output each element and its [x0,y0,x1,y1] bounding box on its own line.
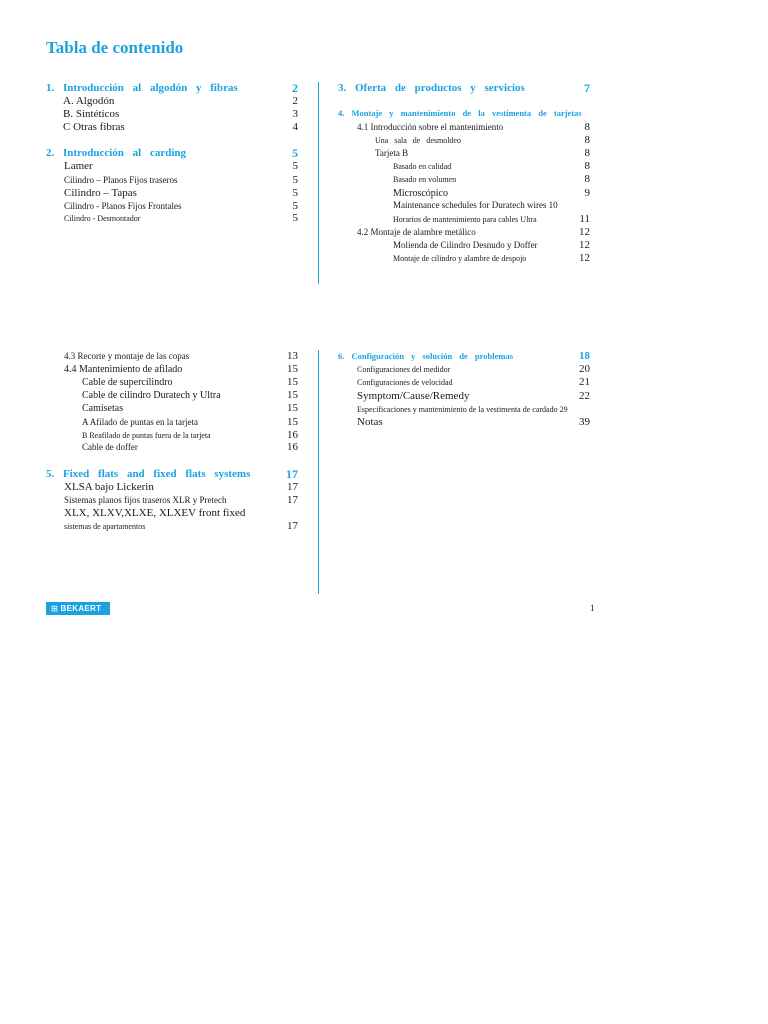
toc-entry-page: 17 [287,494,298,506]
toc-entry[interactable] [46,160,298,173]
toc-entry-title: Tarjeta B [375,148,409,158]
toc-entry-page: 12 [579,226,590,238]
toc-entry-page: 17 [287,481,298,493]
toc-entry-page: 5 [292,200,298,212]
toc-entry-title: Lamer [64,160,93,172]
toc-entry-page: 16 [287,429,298,441]
toc-entry[interactable] [46,212,298,225]
toc-entry-page: 5 [292,146,298,160]
toc-entry-title: XLSA bajo Lickerin [64,481,154,493]
bekaert-logo: ⊞ BEKAERT [46,602,110,615]
toc-entry-page: 5 [292,212,298,224]
toc-entry-title: Cilindro – Tapas [64,187,137,199]
toc-entry[interactable] [338,121,590,134]
toc-entry[interactable] [46,481,298,494]
toc-entry-title: 4.3 Recorte y montaje de las copas [64,351,190,361]
toc-entry-title: Montaje de cilindro y alambre de despojo [393,254,527,263]
toc-entry-title: B Reafilado de puntas fuera de la tarjeta [82,431,211,440]
toc-entry-title: Basado en calidad [393,162,452,171]
toc-entry-title: 6. Configuración y solución de problemas [338,351,514,361]
toc-entry[interactable] [46,389,298,402]
toc-section-heading[interactable] [338,82,590,95]
toc-entry-title: Cilindro – Planos Fijos traseros [64,175,178,185]
toc-entry-page: 16 [287,441,298,453]
toc-entry-page: 12 [579,252,590,264]
toc-entry[interactable] [46,441,298,454]
toc-entry-title: 4.1 Introducción sobre el mantenimiento [357,122,504,132]
toc-entry[interactable] [46,121,298,134]
toc-entry-title: Una sala de desmoldeo [375,136,461,145]
toc-entry-title: Horarios de mantenimiento para cables Ultra [393,215,537,224]
toc-entry-page: 3 [292,108,298,120]
toc-entry[interactable] [338,134,590,147]
toc-entry-title: Notas [357,416,383,428]
toc-entry[interactable] [46,363,298,376]
toc-entry-title: Cable de doffer [82,442,138,452]
toc-entry-title: Especificaciones y mantenimiento de la vestimenta de cardado 29 [357,405,568,414]
toc-entry-page: 39 [579,416,590,428]
toc-entry-title: 2. Introducción al carding [46,147,187,159]
toc-entry-title: XLX, XLXV,XLXE, XLXEV front fixed [64,507,246,519]
toc-entry[interactable] [338,390,590,403]
toc-entry-title: C Otras fibras [63,121,125,133]
toc-entry[interactable] [338,173,590,186]
toc-entry-page: 22 [579,390,590,402]
toc-entry-title: Basado en volumen [393,175,457,184]
toc-entry-page: 12 [579,239,590,251]
toc-entry-page: 18 [579,350,590,362]
column-divider-bottom [318,350,319,594]
toc-entry-page: 13 [287,350,298,362]
page-title: Tabla de contenido [46,38,184,57]
toc-entry[interactable] [46,174,298,187]
toc-entry-page: 4 [292,121,298,133]
toc-entry-page: 9 [584,187,590,199]
toc-section-heading[interactable] [46,468,298,481]
toc-entry[interactable] [338,147,590,160]
toc-entry-page: 5 [292,174,298,186]
toc-entry[interactable] [46,520,298,533]
toc-entry-page: 2 [292,95,298,107]
toc-entry-page: 15 [287,363,298,375]
toc-entry-page: 15 [287,376,298,388]
toc-entry-page: 7 [584,81,590,95]
page-number: 1 [590,603,595,613]
toc-entry-title: A. Algodón [63,95,115,107]
toc-section-heading[interactable] [338,107,590,120]
toc-entry[interactable] [338,252,590,265]
toc-entry-page: 5 [292,160,298,172]
toc-section-heading[interactable] [46,147,298,160]
toc-entry-title: Cilindro - Planos Fijos Frontales [64,201,182,211]
toc-entry-page: 11 [579,213,590,225]
toc-entry-title: 4. Montaje y mantenimiento de la vestimenta de tarjetas [338,108,582,118]
toc-entry[interactable] [46,416,298,429]
toc-entry-page: 8 [584,134,590,146]
toc-entry-page: 8 [584,173,590,185]
toc-entry[interactable] [46,187,298,200]
toc-entry-title: Microscópico [393,188,448,199]
toc-entry-title: Sistemas planos fijos traseros XLR y Pretech [64,495,227,505]
toc-entry[interactable] [338,213,590,226]
toc-entry[interactable] [46,402,298,415]
toc-entry-title: Configuraciones de velocidad [357,378,453,387]
toc-entry-title: 4.4 Mantenimiento de afilado [64,364,183,375]
toc-entry-title: 1. Introducción al algodón y fibras [46,82,238,94]
toc-entry[interactable] [338,199,590,212]
toc-entry-title: 3. Oferta de productos y servicios [338,82,525,94]
toc-entry-title: Symptom/Cause/Remedy [357,390,470,402]
toc-entry-page: 17 [287,520,298,532]
toc-entry-page: 8 [584,147,590,159]
toc-entry[interactable] [46,507,298,520]
toc-entry-title: Cilindro - Desmontador [64,214,141,223]
toc-entry-page: 20 [579,363,590,375]
toc-entry[interactable] [46,350,298,363]
toc-entry-title: Cable de supercilindro [82,377,173,388]
toc-entry-title: 5. Fixed flats and fixed flats systems [46,468,251,480]
toc-entry[interactable] [338,416,590,429]
toc-entry-title: A Afilado de puntas en la tarjeta [82,417,198,427]
toc-entry-page: 21 [579,376,590,388]
column-divider-top [318,82,319,284]
toc-section-heading[interactable] [338,350,590,363]
toc-entry-title: Cable de cilindro Duratech y Ultra [82,390,221,401]
toc-entry-page: 15 [287,416,298,428]
toc-entry[interactable] [46,95,298,108]
toc-entry[interactable] [46,108,298,121]
toc-entry[interactable] [46,376,298,389]
toc-entry-page: 2 [292,81,298,95]
toc-entry-page: 8 [584,121,590,133]
toc-entry-title: Configuraciones del medidor [357,365,451,374]
toc-entry-page: 15 [287,389,298,401]
toc-entry[interactable] [338,363,590,376]
toc-entry-page: 15 [287,402,298,414]
toc-entry[interactable] [338,239,590,252]
toc-entry-title: B. Sintéticos [63,108,120,120]
toc-entry-title: Maintenance schedules for Duratech wires 10 [393,200,558,210]
toc-entry[interactable] [338,226,590,239]
toc-entry-page: 17 [286,467,298,481]
toc-entry-title: Camisetas [82,403,124,414]
toc-entry-page: 5 [292,187,298,199]
toc-entry-title: 4.2 Montaje de alambre metálico [357,227,476,237]
toc-section-heading[interactable] [46,82,298,95]
toc-entry[interactable] [46,494,298,507]
toc-entry[interactable] [338,376,590,389]
toc-entry-title: sistemas de apartamentos [64,522,146,531]
toc-entry-title: Molienda de Cilindro Desnudo y Doffer [393,240,538,250]
toc-entry-page: 8 [584,160,590,172]
toc-entry[interactable] [338,403,590,416]
toc-entry[interactable] [338,160,590,173]
